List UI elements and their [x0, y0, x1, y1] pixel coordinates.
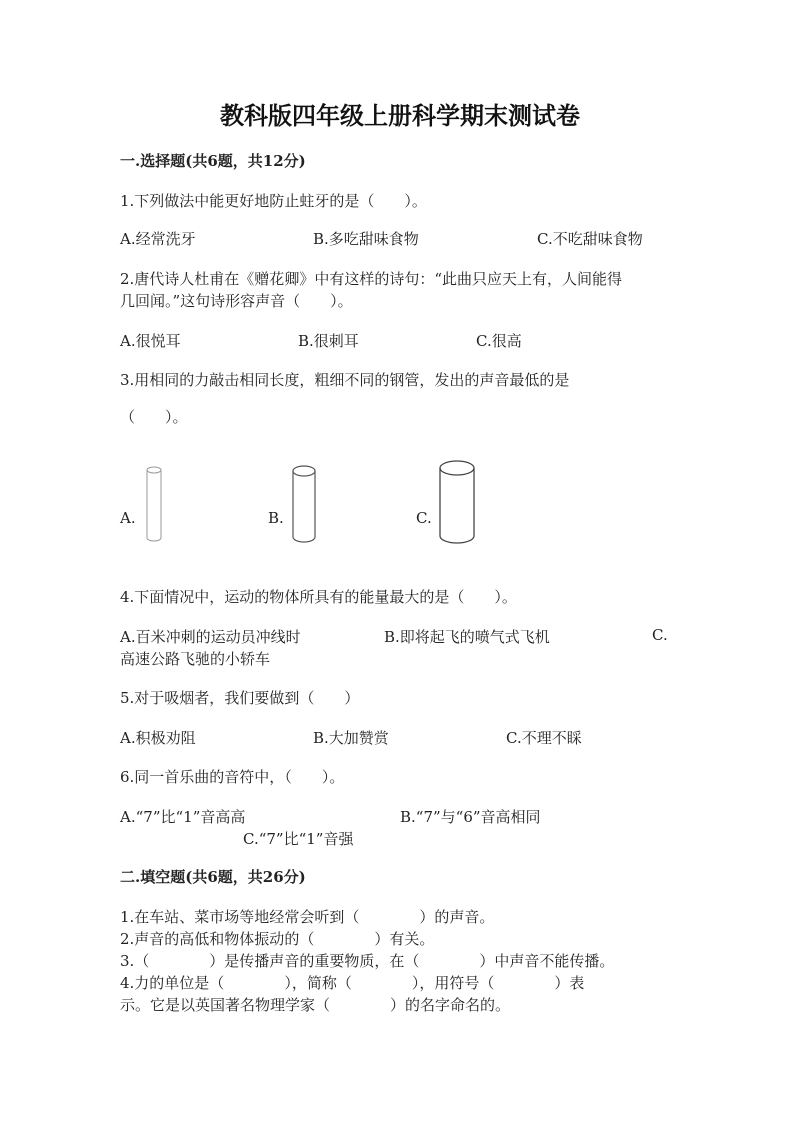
question-2-stem-line2: 几回闻。”这句诗形容声音（ ）。 — [120, 292, 353, 310]
question-2-option-b: B.很刺耳 — [298, 332, 359, 350]
question-6-option-c: C.“7”比“1”音强 — [243, 830, 354, 848]
fill-question-4-line1: 4.力的单位是（ ），简称（ ），用符号（ ）表 — [120, 974, 585, 992]
question-1-option-c: C.不吃甜味食物 — [537, 230, 643, 248]
medium-pipe-illustration — [287, 461, 321, 547]
question-3-option-a-label: A. — [120, 509, 136, 527]
fill-question-4-line2: 示。它是以英国著名物理学家（ ）的名字命名的。 — [120, 996, 511, 1014]
question-5-option-b: B.大加赞赏 — [313, 729, 389, 747]
question-3-option-c-label: C. — [416, 509, 432, 527]
question-2-stem-line1: 2.唐代诗人杜甫在《赠花卿》中有这样的诗句：“此曲只应天上有，人间能得 — [120, 270, 622, 288]
thin-pipe-illustration — [141, 462, 167, 546]
question-4-option-b: B.即将起飞的喷气式飞机 — [384, 628, 550, 646]
question-1-option-a: A.经常洗牙 — [120, 230, 196, 248]
question-1-option-b: B.多吃甜味食物 — [313, 230, 419, 248]
question-5-option-a: A.积极劝阻 — [120, 729, 196, 747]
question-4-stem: 4.下面情况中，运动的物体所具有的能量最大的是（ ）。 — [120, 588, 517, 606]
page-title: 教科版四年级上册科学期末测试卷 — [220, 101, 580, 130]
section-heading-fill-in: 二.填空题(共6题，共26分) — [120, 868, 306, 886]
thick-pipe-illustration — [434, 456, 480, 548]
question-3-stem-line1: 3.用相同的力敲击相同长度，粗细不同的钢管，发出的声音最低的是 — [120, 371, 570, 389]
question-6-option-b: B.“7”与“6”音高相同 — [400, 808, 541, 826]
question-4-option-c-label: C. — [652, 626, 668, 644]
question-5-option-c: C.不理不睬 — [506, 729, 582, 747]
fill-question-2: 2.声音的高低和物体振动的（ ）有关。 — [120, 930, 435, 948]
fill-question-3: 3.（ ）是传播声音的重要物质，在（ ）中声音不能传播。 — [120, 952, 615, 970]
question-6-option-a: A.“7”比“1”音高高 — [120, 808, 246, 826]
question-4-option-a: A.百米冲刺的运动员冲线时 — [120, 628, 301, 646]
question-3-stem-line2: （ ）。 — [120, 408, 188, 426]
question-2-option-c: C.很高 — [476, 332, 522, 350]
question-3-option-b-label: B. — [268, 509, 284, 527]
question-1-stem: 1.下列做法中能更好地防止蛀牙的是（ ）。 — [120, 192, 427, 210]
question-2-option-a: A.很悦耳 — [120, 332, 181, 350]
fill-question-1: 1.在车站、菜市场等地经常会听到（ ）的声音。 — [120, 908, 495, 926]
question-4-option-c-text: 高速公路飞驰的小轿车 — [120, 650, 271, 668]
section-heading-choice: 一.选择题(共6题，共12分) — [120, 152, 306, 170]
question-6-stem: 6.同一首乐曲的音符中，（ ）。 — [120, 768, 345, 786]
question-5-stem: 5.对于吸烟者，我们要做到（ ） — [120, 689, 360, 707]
